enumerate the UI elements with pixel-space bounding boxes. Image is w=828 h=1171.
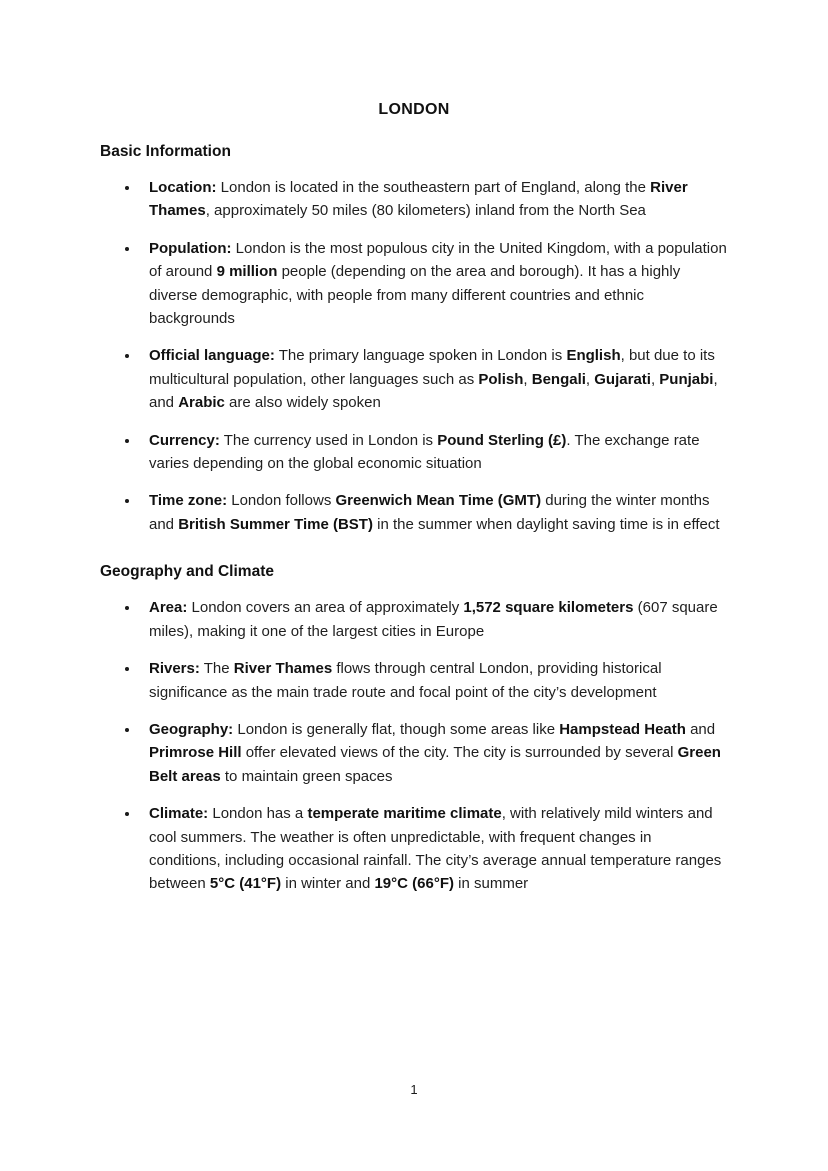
page-number: 1	[410, 1082, 418, 1097]
body-text: ,	[523, 370, 532, 388]
body-text: , approximately 50 miles (80 kilometers) inland from the North Sea	[205, 202, 646, 220]
body-text: London is the most populous city in the United Kingdom, with a population of around	[149, 239, 727, 281]
bullet-list-geography-and-climate	[0, 596, 828, 895]
emphasis-text: English	[566, 347, 621, 365]
emphasis-text: Population:	[149, 239, 232, 257]
body-text: to maintain green spaces	[220, 767, 393, 785]
emphasis-text: temperate maritime climate	[307, 805, 502, 823]
emphasis-text: Location:	[149, 179, 217, 196]
emphasis-text: 5°C (41°F)	[209, 875, 282, 893]
bullet-list-basic-information	[0, 176, 828, 536]
emphasis-text: Gujarati	[594, 370, 651, 388]
body-text: . The exchange rate varies depending on the global economic situation	[149, 431, 700, 473]
body-text: people (depending on the area and borough). It has a highly diverse demographic, with people from many different countries and ethnic backgrounds	[149, 263, 681, 328]
emphasis-text: Climate:	[149, 805, 209, 823]
body-text: offer elevated views of the city. The city is surrounded by several	[241, 744, 678, 762]
body-text: are also widely spoken	[224, 394, 381, 412]
emphasis-text: River Thames	[233, 660, 333, 678]
emphasis-text: 19°C (66°F)	[374, 875, 454, 893]
body-text: flows through central London, providing historical significance as the main trade route and focal point of the city’s development	[149, 660, 662, 701]
emphasis-text: British Summer Time (BST)	[178, 515, 373, 533]
emphasis-text: Area:	[149, 599, 188, 617]
emphasis-text: Bengali	[531, 370, 586, 388]
list-item	[0, 344, 828, 414]
emphasis-text: Pound Sterling (£)	[437, 431, 567, 449]
emphasis-text: Time zone:	[149, 492, 228, 510]
emphasis-text: Arabic	[178, 394, 225, 412]
body-text: during the winter months and	[149, 492, 710, 533]
emphasis-text: 9 million	[216, 263, 278, 281]
section-heading-basic-information: Basic Information	[100, 143, 231, 160]
list-item	[0, 802, 828, 896]
body-text: London follows	[227, 492, 336, 510]
list-item	[0, 176, 828, 223]
body-text: and	[685, 720, 716, 738]
emphasis-text: Green Belt areas	[149, 744, 721, 785]
section-heading-geography-and-climate: Geography and Climate	[100, 563, 274, 581]
page-title: LONDON	[378, 101, 450, 118]
list-item	[0, 489, 828, 536]
body-text: London is generally flat, though some areas like	[233, 720, 560, 738]
body-text: in the summer when daylight saving time is in effect	[372, 515, 720, 533]
body-text: ,	[585, 370, 595, 388]
body-text: London covers an area of approximately	[187, 599, 464, 617]
emphasis-text: Geography:	[149, 720, 234, 738]
emphasis-text: Rivers:	[149, 660, 200, 678]
list-item	[0, 657, 828, 704]
list-item	[0, 718, 828, 788]
body-text: , and	[149, 370, 718, 412]
body-text: , but due to its multicultural population, other languages such as	[149, 347, 715, 388]
body-text: The currency used in London is	[219, 431, 438, 449]
emphasis-text: Greenwich Mean Time (GMT)	[335, 492, 542, 510]
emphasis-text: Hampstead Heath	[559, 720, 686, 738]
emphasis-text: Punjabi	[659, 370, 714, 388]
body-text: London has a	[208, 805, 308, 823]
body-text: (607 square miles), making it one of the largest cities in Europe	[149, 599, 718, 640]
emphasis-text: Primrose Hill	[149, 744, 242, 762]
body-text: in winter and	[281, 875, 375, 893]
emphasis-text: River Thames	[149, 179, 688, 220]
body-text: London is located in the southeastern part of England, along the	[216, 179, 651, 196]
list-item	[0, 429, 828, 476]
list-item	[0, 237, 828, 331]
emphasis-text: Currency:	[149, 431, 220, 449]
body-text: in summer	[454, 875, 529, 893]
body-text: , with relatively mild winters and cool summers. The weather is often unpredictable, with frequent changes in conditions, including occasional rainfall. The city’s average annual temperature ranges between	[149, 805, 722, 893]
body-text: The	[199, 660, 234, 678]
emphasis-text: 1,572 square kilometers	[463, 599, 634, 617]
emphasis-text: Official language:	[149, 347, 275, 365]
list-item	[0, 596, 828, 643]
body-text: ,	[650, 370, 660, 388]
emphasis-text: Polish	[478, 370, 524, 388]
body-text: The primary language spoken in London is	[274, 347, 567, 365]
